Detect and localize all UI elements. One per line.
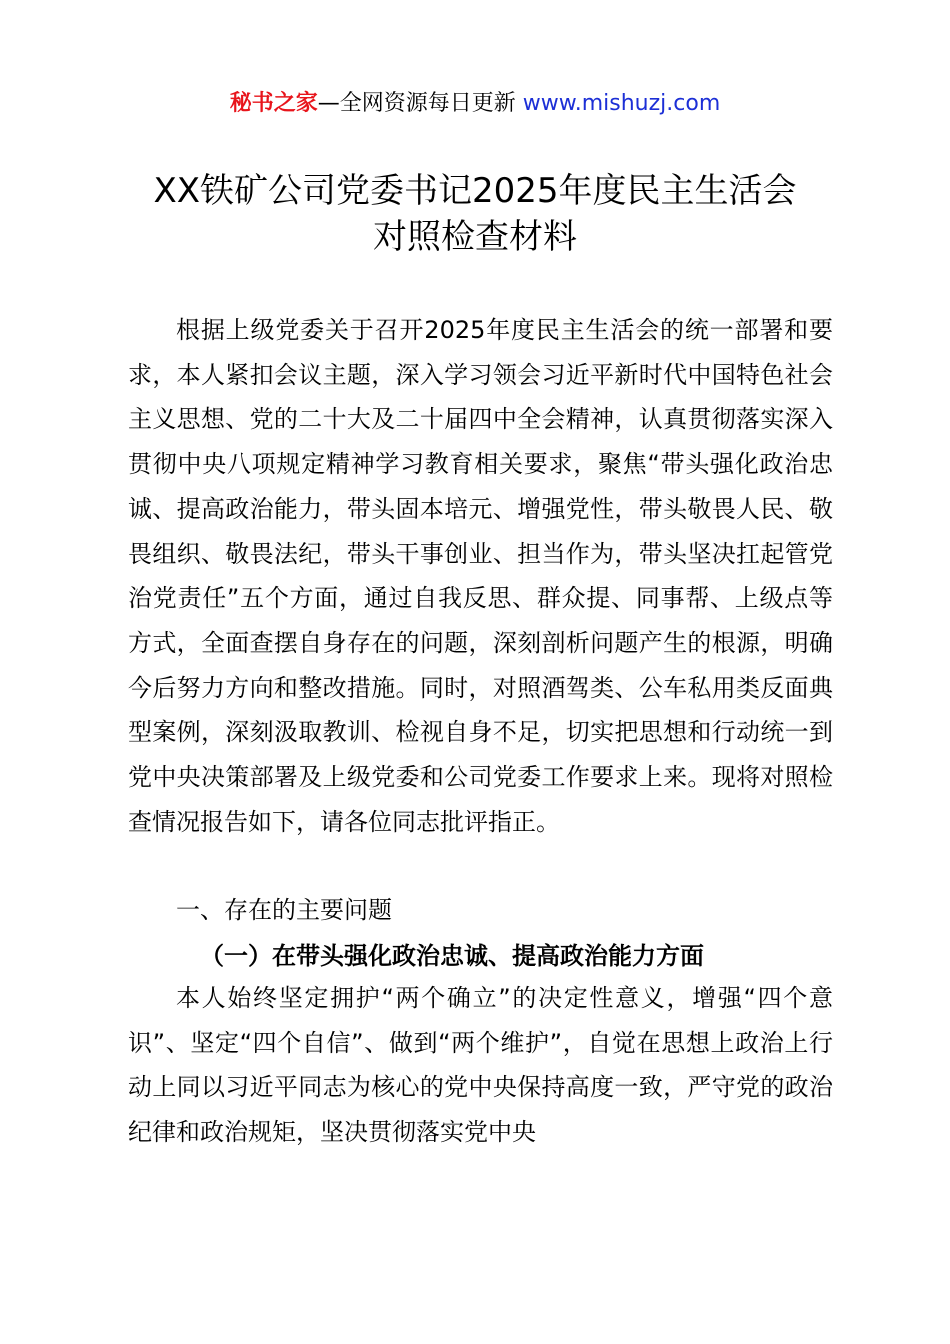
subsection-heading: （一）在带头强化政治忠诚、提高政治能力方面 — [200, 942, 704, 970]
document-title-line-1: XX铁矿公司党委书记2025年度民主生活会 — [153, 171, 797, 211]
document-title — [100, 168, 850, 260]
body-paragraph: 本人始终坚定拥护“两个确立”的决定性意义，增强“四个意识”、坚定“四个自信”、做到“两个维护”，自觉在思想上政治上行动上同以习近平同志为核心的党中央保持高度一致，严守党的政治纪律和政治规矩，坚决贯彻落实党中央 — [128, 984, 833, 1147]
document-title-line-2: 对照检查材料 — [373, 217, 577, 257]
header-brand: 秘书之家 — [229, 91, 318, 116]
intro-paragraph: 根据上级党委关于召开2025年度民主生活会的统一部署和要求，本人紧扣会议主题，深入学习领会习近平新时代中国特色社会主义思想、党的二十大及二十届四中全会精神，认真贯彻落实深入贯彻中央八项规定精神学习教育相关要求，聚焦“带头强化政治忠诚、提高政治能力，带头固本培元、增强党性，带头敬畏人民、敬畏组织、敬畏法纪，带头干事创业、担当作为，带头坚决扛起管党治党责任”五个方面，通过自我反思、群众提、同事帮、上级点等方式，全面查摆自身存在的问题，深刻剖析问题产生的根源，明确今后努力方向和整改措施。同时，对照酒驾类、公车私用类反面典型案例，深刻汲取教训、检视自身不足，切实把思想和行动统一到党中央决策部署及上级党委和公司党委工作要求上来。现将对照检查情况报告如下，请各位同志批评指正。 — [128, 316, 833, 836]
header-url-link[interactable]: www.mishuzj.com — [522, 91, 721, 116]
section-heading: 一、存在的主要问题 — [176, 896, 392, 924]
site-header — [0, 88, 950, 120]
header-tagline: —全网资源每日更新 — [317, 91, 523, 116]
